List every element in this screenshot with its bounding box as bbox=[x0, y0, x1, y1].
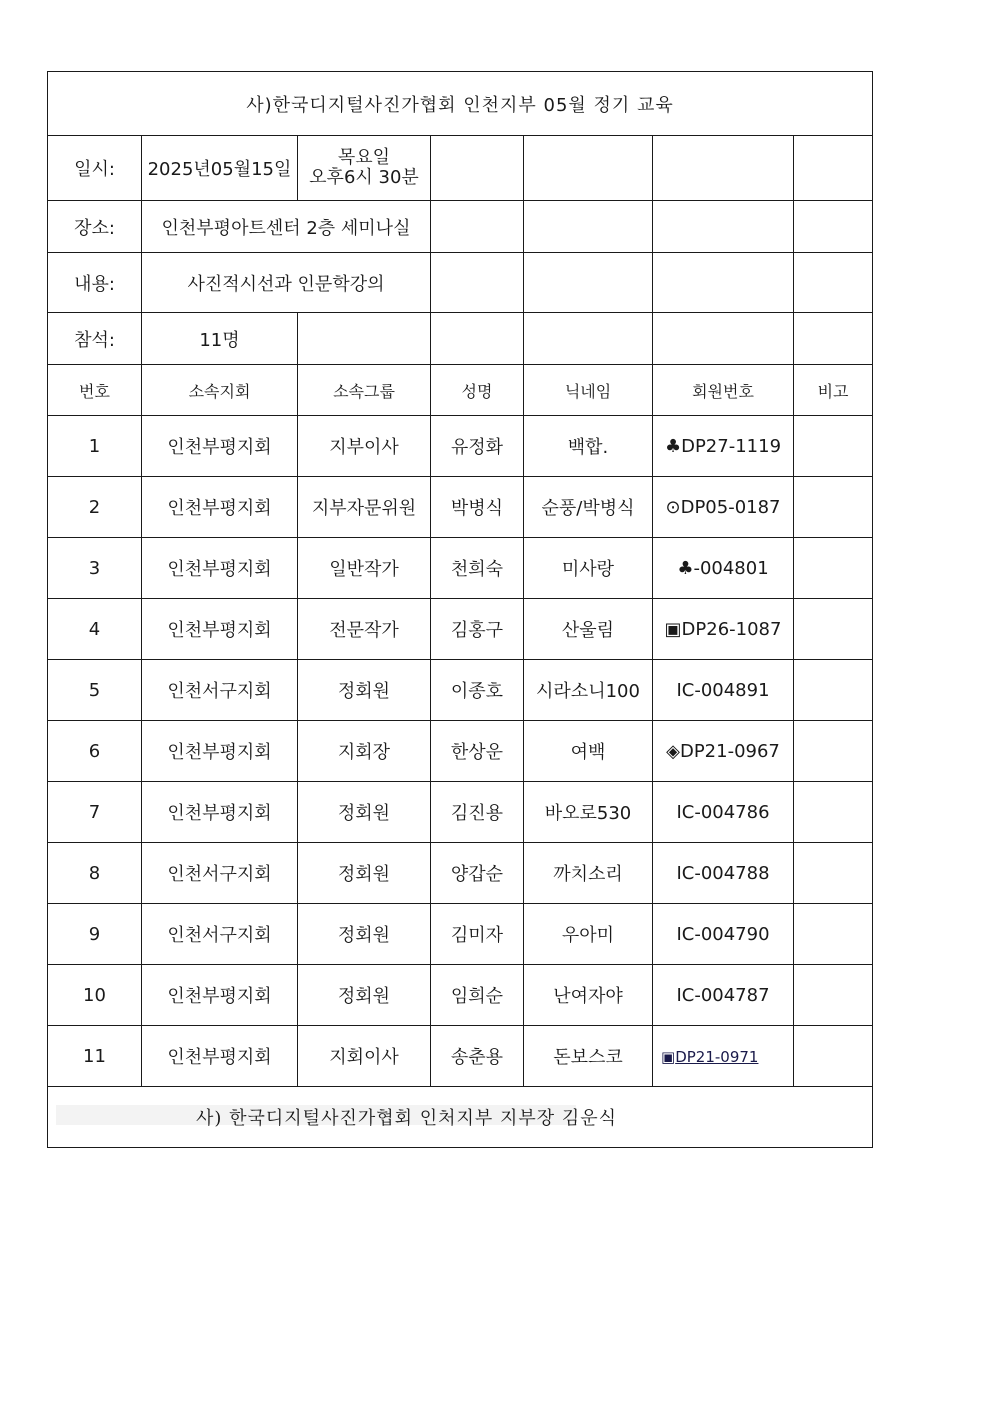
empty-cell bbox=[524, 313, 653, 365]
row-number: 7 bbox=[48, 782, 142, 843]
empty-cell bbox=[431, 313, 524, 365]
column-header-row bbox=[48, 365, 873, 416]
table-row bbox=[48, 721, 873, 782]
row-member-number bbox=[653, 721, 794, 782]
row-name: 박병식 bbox=[431, 477, 524, 538]
table-row bbox=[48, 416, 873, 477]
row-nickname: 여백 bbox=[524, 721, 653, 782]
row-member-number bbox=[653, 782, 794, 843]
row-nickname: 난여자야 bbox=[524, 965, 653, 1026]
row-note bbox=[794, 660, 873, 721]
header-group: 소속그룹 bbox=[298, 365, 431, 416]
empty-cell bbox=[524, 201, 653, 253]
row-member-number bbox=[653, 660, 794, 721]
circled-dot-icon: ⊙ bbox=[665, 496, 681, 518]
row-member-number bbox=[653, 477, 794, 538]
row-note bbox=[794, 416, 873, 477]
empty-cell bbox=[794, 253, 873, 313]
row-nickname: 백합. bbox=[524, 416, 653, 477]
diamond-icon: ◈ bbox=[666, 740, 680, 762]
content-label: 내용: bbox=[48, 253, 142, 313]
member-rows bbox=[48, 416, 873, 1087]
row-branch: 인천서구지회 bbox=[142, 904, 298, 965]
row-member-number bbox=[653, 904, 794, 965]
header-nickname: 닉네임 bbox=[524, 365, 653, 416]
time-value: 오후6시 30분 bbox=[309, 167, 419, 188]
row-number: 3 bbox=[48, 538, 142, 599]
row-nickname: 까치소리 bbox=[524, 843, 653, 904]
row-name: 한상운 bbox=[431, 721, 524, 782]
member-number-text: IC-004786 bbox=[676, 801, 770, 823]
member-number-text: DP05-0187 bbox=[680, 496, 781, 518]
row-group: 지회장 bbox=[298, 721, 431, 782]
row-number: 4 bbox=[48, 599, 142, 660]
empty-cell bbox=[298, 313, 431, 365]
attendance-label: 참석: bbox=[48, 313, 142, 365]
row-note bbox=[794, 599, 873, 660]
club-icon: ♣ bbox=[664, 435, 682, 457]
row-member-number bbox=[653, 599, 794, 660]
table-row bbox=[48, 538, 873, 599]
row-number: 10 bbox=[48, 965, 142, 1026]
member-number-text: -004801 bbox=[693, 557, 769, 579]
row-group: 전문작가 bbox=[298, 599, 431, 660]
row-name: 송춘용 bbox=[431, 1026, 524, 1087]
row-group: 정회원 bbox=[298, 904, 431, 965]
row-note bbox=[794, 1026, 873, 1087]
row-group: 정회원 bbox=[298, 660, 431, 721]
empty-cell bbox=[653, 313, 794, 365]
empty-cell bbox=[653, 201, 794, 253]
row-branch: 인천부평지회 bbox=[142, 599, 298, 660]
day-value: 목요일 bbox=[337, 147, 391, 168]
row-number: 6 bbox=[48, 721, 142, 782]
row-note bbox=[794, 843, 873, 904]
square-in-square-icon: ▣ bbox=[664, 618, 682, 640]
member-number-text: IC-004787 bbox=[676, 984, 770, 1006]
place-value: 인천부평아트센터 2층 세미나실 bbox=[142, 201, 431, 253]
row-name: 김미자 bbox=[431, 904, 524, 965]
row-note bbox=[794, 477, 873, 538]
row-member-number bbox=[653, 538, 794, 599]
row-branch: 인천서구지회 bbox=[142, 660, 298, 721]
row-member-number bbox=[653, 1026, 794, 1087]
row-number: 8 bbox=[48, 843, 142, 904]
row-number: 2 bbox=[48, 477, 142, 538]
table-row bbox=[48, 904, 873, 965]
row-name: 천희숙 bbox=[431, 538, 524, 599]
row-group: 정회원 bbox=[298, 782, 431, 843]
header-note: 비고 bbox=[794, 365, 873, 416]
row-name: 임희순 bbox=[431, 965, 524, 1026]
row-nickname: 순풍/박병식 bbox=[524, 477, 653, 538]
row-branch: 인천부평지회 bbox=[142, 721, 298, 782]
table-row bbox=[48, 965, 873, 1026]
row-note bbox=[794, 721, 873, 782]
row-number: 11 bbox=[48, 1026, 142, 1087]
empty-cell bbox=[524, 136, 653, 201]
row-number: 9 bbox=[48, 904, 142, 965]
place-label: 장소: bbox=[48, 201, 142, 253]
member-number-text: DP26-1087 bbox=[681, 618, 782, 640]
empty-cell bbox=[431, 253, 524, 313]
row-branch: 인천부평지회 bbox=[142, 538, 298, 599]
signature-line bbox=[48, 1087, 873, 1148]
table-row bbox=[48, 477, 873, 538]
table-row bbox=[48, 660, 873, 721]
header-number: 번호 bbox=[48, 365, 142, 416]
row-branch: 인천부평지회 bbox=[142, 416, 298, 477]
header-branch: 소속지회 bbox=[142, 365, 298, 416]
header-member-number: 회원번호 bbox=[653, 365, 794, 416]
empty-cell bbox=[524, 253, 653, 313]
row-branch: 인천부평지회 bbox=[142, 965, 298, 1026]
row-number: 5 bbox=[48, 660, 142, 721]
empty-cell bbox=[794, 136, 873, 201]
row-member-number bbox=[653, 843, 794, 904]
member-number-text: DP21-0967 bbox=[679, 740, 780, 762]
row-note bbox=[794, 965, 873, 1026]
row-note bbox=[794, 904, 873, 965]
document-title: 사)한국디지털사진가협회 인천지부 05월 정기 교육 bbox=[48, 72, 873, 136]
row-name: 양갑순 bbox=[431, 843, 524, 904]
row-branch: 인천부평지회 bbox=[142, 782, 298, 843]
row-name: 이종호 bbox=[431, 660, 524, 721]
table-row bbox=[48, 1026, 873, 1087]
row-nickname: 우아미 bbox=[524, 904, 653, 965]
empty-cell bbox=[653, 253, 794, 313]
attendance-sheet bbox=[47, 71, 873, 1148]
content-value: 사진적시선과 인문학강의 bbox=[142, 253, 431, 313]
row-branch: 인천부평지회 bbox=[142, 477, 298, 538]
empty-cell bbox=[653, 136, 794, 201]
row-group: 지회이사 bbox=[298, 1026, 431, 1087]
empty-cell bbox=[431, 136, 524, 201]
row-name: 김진용 bbox=[431, 782, 524, 843]
row-branch: 인천서구지회 bbox=[142, 843, 298, 904]
table-row bbox=[48, 599, 873, 660]
date-value: 2025년05월15일 bbox=[142, 136, 298, 201]
row-branch: 인천부평지회 bbox=[142, 1026, 298, 1087]
header-name: 성명 bbox=[431, 365, 524, 416]
attendance-value: 11명 bbox=[142, 313, 298, 365]
day-time-cell bbox=[298, 136, 431, 201]
row-nickname: 돈보스코 bbox=[524, 1026, 653, 1087]
empty-cell bbox=[431, 201, 524, 253]
row-name: 김홍구 bbox=[431, 599, 524, 660]
empty-cell bbox=[794, 201, 873, 253]
row-number: 1 bbox=[48, 416, 142, 477]
signature-text: 사) 한국디지털사진가협회 인처지부 지부장 김운식 bbox=[196, 1108, 618, 1129]
row-nickname: 시라소니100 bbox=[524, 660, 653, 721]
empty-cell bbox=[794, 313, 873, 365]
row-nickname: 바오로530 bbox=[524, 782, 653, 843]
row-group: 지부자문위원 bbox=[298, 477, 431, 538]
member-number-text: IC-004790 bbox=[676, 923, 770, 945]
row-member-number bbox=[653, 416, 794, 477]
row-note bbox=[794, 538, 873, 599]
table-row bbox=[48, 843, 873, 904]
row-name: 유정화 bbox=[431, 416, 524, 477]
member-number-text: DP27-1119 bbox=[681, 435, 782, 457]
member-number-text: DP21-0971 bbox=[675, 1047, 759, 1066]
row-group: 정회원 bbox=[298, 965, 431, 1026]
row-group: 일반작가 bbox=[298, 538, 431, 599]
member-number-text: IC-004891 bbox=[676, 679, 770, 701]
date-label: 일시: bbox=[48, 136, 142, 201]
row-group: 정회원 bbox=[298, 843, 431, 904]
table-row bbox=[48, 782, 873, 843]
row-group: 지부이사 bbox=[298, 416, 431, 477]
row-note bbox=[794, 782, 873, 843]
member-number-text: IC-004788 bbox=[676, 862, 770, 884]
row-member-number bbox=[653, 965, 794, 1026]
square-in-square-icon: ▣ bbox=[661, 1047, 676, 1066]
row-nickname: 산울림 bbox=[524, 599, 653, 660]
row-nickname: 미사랑 bbox=[524, 538, 653, 599]
club-icon: ♣ bbox=[677, 557, 694, 579]
